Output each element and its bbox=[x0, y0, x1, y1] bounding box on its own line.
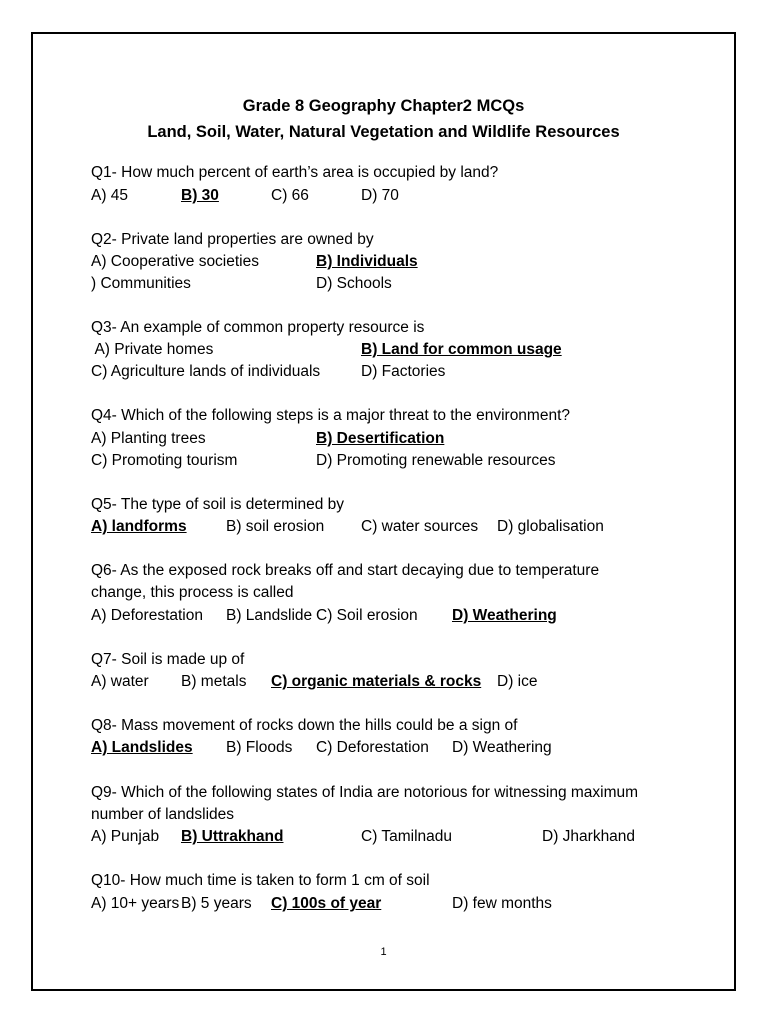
option-answer: B) Individuals bbox=[316, 253, 418, 270]
option: A) Planting trees bbox=[91, 430, 206, 447]
option: C) Soil erosion bbox=[316, 607, 418, 624]
question-text: Q4- Which of the following steps is a major threat to the environment? bbox=[91, 407, 571, 424]
option: B) Landslide bbox=[226, 607, 313, 624]
option-answer: C) 100s of year bbox=[271, 895, 382, 912]
option: C) Deforestation bbox=[316, 739, 429, 756]
option-answer: C) organic materials & rocks bbox=[271, 673, 482, 690]
option: C) water sources bbox=[361, 518, 479, 535]
question-text: Q9- Which of the following states of India are notorious for witnessing maximum bbox=[91, 784, 639, 801]
document-subtitle: Land, Soil, Water, Natural Vegetation and Wildlife Resources bbox=[147, 123, 620, 141]
option: D) Jharkhand bbox=[542, 828, 636, 845]
option: D) Factories bbox=[361, 363, 446, 380]
option: A) 10+ years bbox=[91, 895, 180, 912]
option: D) globalisation bbox=[497, 518, 604, 535]
option: D) ice bbox=[497, 673, 538, 690]
option: B) Floods bbox=[226, 739, 293, 756]
option: A) Private homes bbox=[91, 341, 214, 358]
option: C) 66 bbox=[271, 187, 309, 204]
option: ) Communities bbox=[91, 275, 191, 292]
question-text: Q3- An example of common property resource is bbox=[91, 319, 425, 336]
option: D) Promoting renewable resources bbox=[316, 452, 556, 469]
document-title: Grade 8 Geography Chapter2 MCQs bbox=[242, 97, 525, 115]
option-answer: B) Desertification bbox=[316, 430, 445, 447]
option: C) Agriculture lands of individuals bbox=[91, 363, 321, 380]
option: B) soil erosion bbox=[226, 518, 325, 535]
option-answer: B) 30 bbox=[181, 187, 219, 204]
question-text: Q10- How much time is taken to form 1 cm of soil bbox=[91, 872, 430, 889]
question-text: Q1- How much percent of earth’s area is occupied by land? bbox=[91, 164, 499, 181]
option: A) water bbox=[91, 673, 149, 690]
question-text-cont: number of landslides bbox=[91, 806, 235, 823]
option: C) Tamilnadu bbox=[361, 828, 453, 845]
option: A) 45 bbox=[91, 187, 129, 204]
option: D) 70 bbox=[361, 187, 399, 204]
option-answer: B) Land for common usage bbox=[361, 341, 562, 358]
question-text: Q8- Mass movement of rocks down the hills could be a sign of bbox=[91, 717, 518, 734]
option-answer: A) Landslides bbox=[91, 739, 193, 756]
option: D) Weathering bbox=[452, 739, 552, 756]
option-answer: D) Weathering bbox=[452, 607, 557, 624]
option: A) Punjab bbox=[91, 828, 160, 845]
question-text: Q5- The type of soil is determined by bbox=[91, 496, 345, 513]
option: A) Cooperative societies bbox=[91, 253, 259, 270]
document-page bbox=[31, 32, 736, 991]
option-answer: A) landforms bbox=[91, 518, 187, 535]
question-text: Q6- As the exposed rock breaks off and start decaying due to temperature bbox=[91, 562, 600, 579]
question-text: Q2- Private land properties are owned by bbox=[91, 231, 374, 248]
option: C) Promoting tourism bbox=[91, 452, 238, 469]
option: B) 5 years bbox=[181, 895, 252, 912]
option-answer: B) Uttrakhand bbox=[181, 828, 284, 845]
option: D) Schools bbox=[316, 275, 392, 292]
option: D) few months bbox=[452, 895, 552, 912]
question-text-cont: change, this process is called bbox=[91, 584, 294, 601]
option: B) metals bbox=[181, 673, 247, 690]
question-text: Q7- Soil is made up of bbox=[91, 651, 245, 668]
page-number: 1 bbox=[380, 946, 387, 958]
option: A) Deforestation bbox=[91, 607, 203, 624]
